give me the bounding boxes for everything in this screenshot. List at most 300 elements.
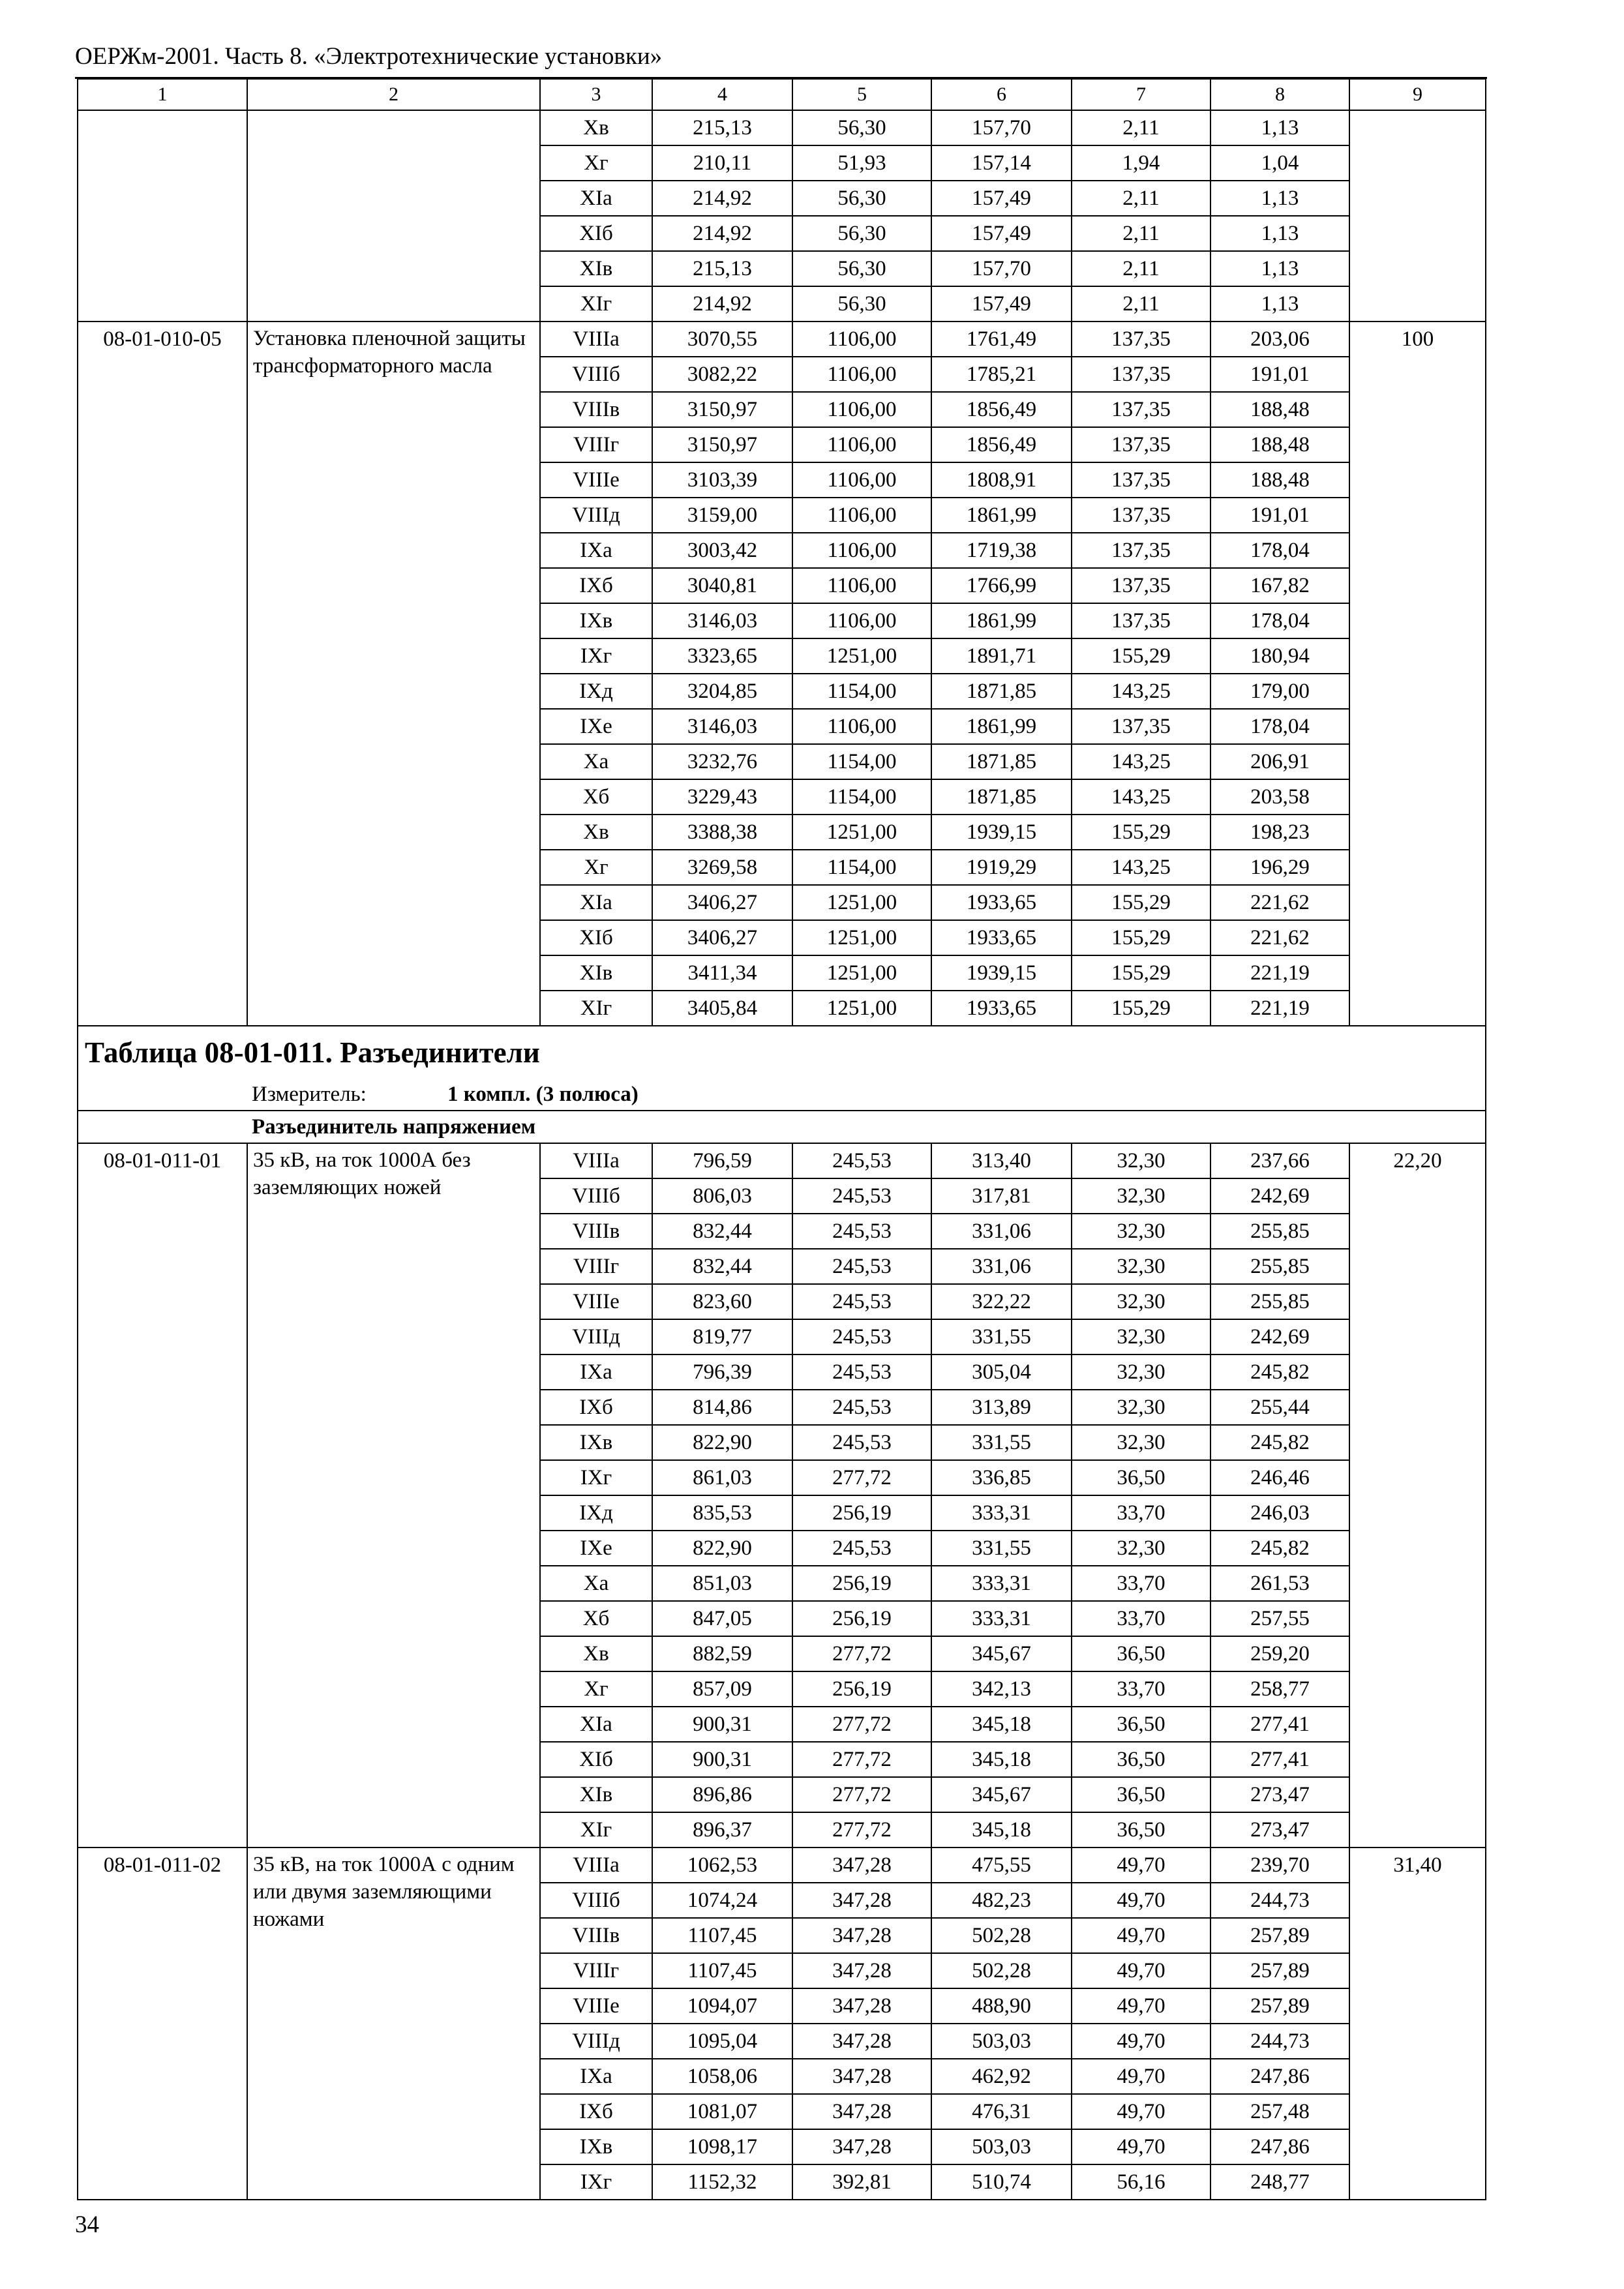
machine-cost: 1856,49	[931, 427, 1072, 462]
wage-cost: 245,53	[792, 1249, 931, 1284]
wage-cost: 1154,00	[792, 674, 931, 709]
material-cost: 245,82	[1210, 1425, 1349, 1460]
operator-wage: 36,50	[1072, 1742, 1210, 1777]
machine-cost: 1808,91	[931, 462, 1072, 498]
wage-cost: 347,28	[792, 1883, 931, 1918]
wage-cost: 277,72	[792, 1707, 931, 1742]
total-cost: 3040,81	[652, 568, 792, 603]
operator-wage: 33,70	[1072, 1495, 1210, 1531]
wage-cost: 245,53	[792, 1390, 931, 1425]
wage-cost: 392,81	[792, 2164, 931, 2200]
rate-code: 08-01-010-05	[78, 322, 247, 1026]
zone-code: VIIIе	[540, 1284, 652, 1319]
zone-code: VIIIе	[540, 462, 652, 498]
operator-wage: 137,35	[1072, 427, 1210, 462]
total-cost: 3269,58	[652, 850, 792, 885]
wage-cost: 1251,00	[792, 955, 931, 991]
operator-wage: 32,30	[1072, 1531, 1210, 1566]
zone-code: XIа	[540, 1707, 652, 1742]
material-cost: 178,04	[1210, 603, 1349, 638]
total-cost: 847,05	[652, 1601, 792, 1636]
wage-cost: 51,93	[792, 145, 931, 181]
total-cost: 1062,53	[652, 1848, 792, 1883]
machine-cost: 157,49	[931, 216, 1072, 251]
zone-code: IXе	[540, 709, 652, 744]
total-cost: 215,13	[652, 251, 792, 286]
material-cost: 188,48	[1210, 427, 1349, 462]
material-cost: 245,82	[1210, 1531, 1349, 1566]
material-cost: 188,48	[1210, 462, 1349, 498]
table-row	[78, 110, 1486, 145]
labor-norm	[1349, 110, 1486, 322]
material-cost: 245,82	[1210, 1354, 1349, 1390]
material-cost: 244,73	[1210, 1883, 1349, 1918]
total-cost: 814,86	[652, 1390, 792, 1425]
operator-wage: 137,35	[1072, 322, 1210, 357]
material-cost: 178,04	[1210, 709, 1349, 744]
machine-cost: 1933,65	[931, 885, 1072, 920]
total-cost: 3150,97	[652, 427, 792, 462]
zone-code: IXв	[540, 1425, 652, 1460]
zone-code: VIIIб	[540, 357, 652, 392]
zone-code: VIIIв	[540, 1214, 652, 1249]
material-cost: 257,89	[1210, 1988, 1349, 2024]
labor-norm: 22,20	[1349, 1143, 1486, 1848]
operator-wage: 32,30	[1072, 1284, 1210, 1319]
wage-cost: 1251,00	[792, 815, 931, 850]
wage-cost: 56,30	[792, 216, 931, 251]
machine-cost: 345,67	[931, 1636, 1072, 1671]
operator-wage: 32,30	[1072, 1214, 1210, 1249]
zone-code: Xг	[540, 1671, 652, 1707]
operator-wage: 2,11	[1072, 216, 1210, 251]
table-title-row	[78, 1026, 1486, 1079]
total-cost: 851,03	[652, 1566, 792, 1601]
material-cost: 203,06	[1210, 322, 1349, 357]
operator-wage: 155,29	[1072, 991, 1210, 1026]
column-number: 8	[1210, 79, 1349, 110]
operator-wage: 32,30	[1072, 1178, 1210, 1214]
total-cost: 210,11	[652, 145, 792, 181]
machine-cost: 1761,49	[931, 322, 1072, 357]
operator-wage: 137,35	[1072, 498, 1210, 533]
wage-cost: 1251,00	[792, 638, 931, 674]
total-cost: 1107,45	[652, 1953, 792, 1988]
material-cost: 255,85	[1210, 1284, 1349, 1319]
material-cost: 244,73	[1210, 2024, 1349, 2059]
zone-code: XIб	[540, 920, 652, 955]
zone-code: XIг	[540, 991, 652, 1026]
zone-code: IXе	[540, 1531, 652, 1566]
wage-cost: 1106,00	[792, 603, 931, 638]
machine-cost: 1919,29	[931, 850, 1072, 885]
material-cost: 1,13	[1210, 216, 1349, 251]
wage-cost: 277,72	[792, 1460, 931, 1495]
material-cost: 257,48	[1210, 2094, 1349, 2129]
operator-wage: 36,50	[1072, 1460, 1210, 1495]
material-cost: 273,47	[1210, 1777, 1349, 1812]
operator-wage: 32,30	[1072, 1319, 1210, 1354]
material-cost: 1,13	[1210, 110, 1349, 145]
total-cost: 1095,04	[652, 2024, 792, 2059]
machine-cost: 331,06	[931, 1214, 1072, 1249]
material-cost: 206,91	[1210, 744, 1349, 779]
table-row	[78, 1143, 1486, 1178]
material-cost: 257,55	[1210, 1601, 1349, 1636]
table-title: Таблица 08-01-011. Разъединители	[78, 1026, 1486, 1079]
operator-wage: 49,70	[1072, 2059, 1210, 2094]
wage-cost: 56,30	[792, 286, 931, 322]
total-cost: 3103,39	[652, 462, 792, 498]
meter-cell	[78, 1079, 1486, 1111]
total-cost: 882,59	[652, 1636, 792, 1671]
wage-cost: 1251,00	[792, 991, 931, 1026]
column-numbers-row	[78, 79, 1486, 110]
zone-code: VIIIг	[540, 1953, 652, 1988]
wage-cost: 245,53	[792, 1214, 931, 1249]
material-cost: 257,89	[1210, 1953, 1349, 1988]
material-cost: 255,44	[1210, 1390, 1349, 1425]
wage-cost: 245,53	[792, 1531, 931, 1566]
total-cost: 3070,55	[652, 322, 792, 357]
machine-cost: 1856,49	[931, 392, 1072, 427]
operator-wage: 1,94	[1072, 145, 1210, 181]
machine-cost: 313,40	[931, 1143, 1072, 1178]
total-cost: 900,31	[652, 1742, 792, 1777]
total-cost: 1081,07	[652, 2094, 792, 2129]
wage-cost: 256,19	[792, 1671, 931, 1707]
material-cost: 221,62	[1210, 920, 1349, 955]
operator-wage: 137,35	[1072, 357, 1210, 392]
material-cost: 1,13	[1210, 251, 1349, 286]
operator-wage: 137,35	[1072, 392, 1210, 427]
table-row	[78, 322, 1486, 357]
zone-code: IXа	[540, 2059, 652, 2094]
material-cost: 203,58	[1210, 779, 1349, 815]
column-number: 5	[792, 79, 931, 110]
machine-cost: 503,03	[931, 2129, 1072, 2164]
wage-cost: 347,28	[792, 2059, 931, 2094]
wage-cost: 1106,00	[792, 709, 931, 744]
operator-wage: 49,70	[1072, 2094, 1210, 2129]
wage-cost: 1106,00	[792, 533, 931, 568]
machine-cost: 331,55	[931, 1531, 1072, 1566]
operator-wage: 49,70	[1072, 2129, 1210, 2164]
total-cost: 822,90	[652, 1425, 792, 1460]
total-cost: 3159,00	[652, 498, 792, 533]
rate-description: 35 кВ, на ток 1000А без заземляющих ножей	[247, 1143, 540, 1848]
material-cost: 188,48	[1210, 392, 1349, 427]
operator-wage: 49,70	[1072, 1848, 1210, 1883]
material-cost: 259,20	[1210, 1636, 1349, 1671]
operator-wage: 56,16	[1072, 2164, 1210, 2200]
zone-code: Xв	[540, 110, 652, 145]
operator-wage: 49,70	[1072, 1883, 1210, 1918]
zone-code: XIв	[540, 955, 652, 991]
machine-cost: 1939,15	[931, 815, 1072, 850]
total-cost: 214,92	[652, 286, 792, 322]
wage-cost: 1106,00	[792, 427, 931, 462]
total-cost: 3146,03	[652, 709, 792, 744]
total-cost: 3204,85	[652, 674, 792, 709]
material-cost: 239,70	[1210, 1848, 1349, 1883]
total-cost: 835,53	[652, 1495, 792, 1531]
total-cost: 3229,43	[652, 779, 792, 815]
operator-wage: 36,50	[1072, 1777, 1210, 1812]
machine-cost: 1939,15	[931, 955, 1072, 991]
material-cost: 255,85	[1210, 1249, 1349, 1284]
material-cost: 247,86	[1210, 2059, 1349, 2094]
wage-cost: 1251,00	[792, 885, 931, 920]
machine-cost: 333,31	[931, 1566, 1072, 1601]
total-cost: 3146,03	[652, 603, 792, 638]
zone-code: VIIIе	[540, 1988, 652, 2024]
operator-wage: 143,25	[1072, 674, 1210, 709]
zone-code: XIв	[540, 251, 652, 286]
material-cost: 242,69	[1210, 1319, 1349, 1354]
machine-cost: 157,70	[931, 251, 1072, 286]
machine-cost: 462,92	[931, 2059, 1072, 2094]
machine-cost: 1871,85	[931, 674, 1072, 709]
zone-code: XIа	[540, 885, 652, 920]
wage-cost: 1106,00	[792, 322, 931, 357]
machine-cost: 1871,85	[931, 744, 1072, 779]
material-cost: 277,41	[1210, 1742, 1349, 1777]
machine-cost: 1861,99	[931, 603, 1072, 638]
page-number: 34	[75, 2211, 99, 2238]
zone-code: IXа	[540, 533, 652, 568]
machine-cost: 488,90	[931, 1988, 1072, 2024]
material-cost: 221,62	[1210, 885, 1349, 920]
operator-wage: 155,29	[1072, 638, 1210, 674]
operator-wage: 143,25	[1072, 850, 1210, 885]
material-cost: 277,41	[1210, 1707, 1349, 1742]
machine-cost: 502,28	[931, 1953, 1072, 1988]
zone-code: Xб	[540, 779, 652, 815]
column-number: 1	[78, 79, 247, 110]
machine-cost: 331,55	[931, 1319, 1072, 1354]
wage-cost: 277,72	[792, 1812, 931, 1848]
machine-cost: 345,18	[931, 1707, 1072, 1742]
zone-code: VIIIд	[540, 1319, 652, 1354]
machine-cost: 342,13	[931, 1671, 1072, 1707]
total-cost: 861,03	[652, 1460, 792, 1495]
machine-cost: 1933,65	[931, 991, 1072, 1026]
zone-code: VIIIв	[540, 392, 652, 427]
total-cost: 796,39	[652, 1354, 792, 1390]
material-cost: 261,53	[1210, 1566, 1349, 1601]
meter-row	[78, 1079, 1486, 1111]
machine-cost: 157,14	[931, 145, 1072, 181]
material-cost: 246,03	[1210, 1495, 1349, 1531]
total-cost: 822,90	[652, 1531, 792, 1566]
zone-code: XIб	[540, 216, 652, 251]
zone-code: IXд	[540, 1495, 652, 1531]
total-cost: 3406,27	[652, 920, 792, 955]
operator-wage: 137,35	[1072, 568, 1210, 603]
wage-cost: 1251,00	[792, 920, 931, 955]
machine-cost: 1871,85	[931, 779, 1072, 815]
machine-cost: 502,28	[931, 1918, 1072, 1953]
material-cost: 257,89	[1210, 1918, 1349, 1953]
wage-cost: 1106,00	[792, 462, 931, 498]
total-cost: 3411,34	[652, 955, 792, 991]
total-cost: 3232,76	[652, 744, 792, 779]
operator-wage: 2,11	[1072, 181, 1210, 216]
material-cost: 221,19	[1210, 991, 1349, 1026]
operator-wage: 33,70	[1072, 1566, 1210, 1601]
total-cost: 1152,32	[652, 2164, 792, 2200]
operator-wage: 49,70	[1072, 1918, 1210, 1953]
operator-wage: 143,25	[1072, 744, 1210, 779]
zone-code: XIг	[540, 1812, 652, 1848]
zone-code: VIIIа	[540, 1848, 652, 1883]
wage-cost: 245,53	[792, 1143, 931, 1178]
operator-wage: 155,29	[1072, 920, 1210, 955]
column-number: 2	[247, 79, 540, 110]
machine-cost: 333,31	[931, 1601, 1072, 1636]
zone-code: VIIIд	[540, 2024, 652, 2059]
subheading-row	[78, 1111, 1486, 1143]
total-cost: 896,37	[652, 1812, 792, 1848]
total-cost: 832,44	[652, 1214, 792, 1249]
column-number: 9	[1349, 79, 1486, 110]
operator-wage: 137,35	[1072, 709, 1210, 744]
wage-cost: 56,30	[792, 181, 931, 216]
operator-wage: 137,35	[1072, 603, 1210, 638]
material-cost: 198,23	[1210, 815, 1349, 850]
zone-code: VIIIд	[540, 498, 652, 533]
machine-cost: 305,04	[931, 1354, 1072, 1390]
total-cost: 214,92	[652, 181, 792, 216]
wage-cost: 256,19	[792, 1495, 931, 1531]
zone-code: Xа	[540, 1566, 652, 1601]
machine-cost: 313,89	[931, 1390, 1072, 1425]
total-cost: 3150,97	[652, 392, 792, 427]
wage-cost: 56,30	[792, 251, 931, 286]
total-cost: 1058,06	[652, 2059, 792, 2094]
wage-cost: 256,19	[792, 1566, 931, 1601]
material-cost: 167,82	[1210, 568, 1349, 603]
rate-description: 35 кВ, на ток 1000А с одним или двумя заземляющими ножами	[247, 1848, 540, 2200]
wage-cost: 56,30	[792, 110, 931, 145]
zone-code: IXд	[540, 674, 652, 709]
material-cost: 180,94	[1210, 638, 1349, 674]
machine-cost: 1891,71	[931, 638, 1072, 674]
material-cost: 1,04	[1210, 145, 1349, 181]
zone-code: XIв	[540, 1777, 652, 1812]
total-cost: 1107,45	[652, 1918, 792, 1953]
zone-code: XIа	[540, 181, 652, 216]
material-cost: 273,47	[1210, 1812, 1349, 1848]
labor-norm: 31,40	[1349, 1848, 1486, 2200]
material-cost: 191,01	[1210, 498, 1349, 533]
total-cost: 3405,84	[652, 991, 792, 1026]
machine-cost: 331,06	[931, 1249, 1072, 1284]
wage-cost: 256,19	[792, 1601, 931, 1636]
material-cost: 221,19	[1210, 955, 1349, 991]
operator-wage: 32,30	[1072, 1425, 1210, 1460]
rate-code	[78, 110, 247, 322]
zone-code: IXб	[540, 1390, 652, 1425]
wage-cost: 347,28	[792, 1953, 931, 1988]
machine-cost: 475,55	[931, 1848, 1072, 1883]
zone-code: IXб	[540, 2094, 652, 2129]
operator-wage: 36,50	[1072, 1707, 1210, 1742]
operator-wage: 137,35	[1072, 533, 1210, 568]
material-cost: 258,77	[1210, 1671, 1349, 1707]
subheading: Разъединитель напряжением	[78, 1111, 1486, 1143]
material-cost: 247,86	[1210, 2129, 1349, 2164]
operator-wage: 137,35	[1072, 462, 1210, 498]
zone-code: Xг	[540, 850, 652, 885]
wage-cost: 347,28	[792, 2094, 931, 2129]
wage-cost: 277,72	[792, 1777, 931, 1812]
material-cost: 191,01	[1210, 357, 1349, 392]
wage-cost: 1154,00	[792, 744, 931, 779]
machine-cost: 482,23	[931, 1883, 1072, 1918]
page-header: ОЕРЖм-2001. Часть 8. «Электротехнические установки»	[75, 40, 1487, 79]
table-row	[78, 1848, 1486, 1883]
total-cost: 3388,38	[652, 815, 792, 850]
machine-cost: 1861,99	[931, 498, 1072, 533]
machine-cost: 1933,65	[931, 920, 1072, 955]
zone-code: IXг	[540, 2164, 652, 2200]
wage-cost: 1106,00	[792, 568, 931, 603]
machine-cost: 345,18	[931, 1812, 1072, 1848]
machine-cost: 1719,38	[931, 533, 1072, 568]
machine-cost: 336,85	[931, 1460, 1072, 1495]
operator-wage: 33,70	[1072, 1671, 1210, 1707]
column-number: 7	[1072, 79, 1210, 110]
total-cost: 819,77	[652, 1319, 792, 1354]
wage-cost: 245,53	[792, 1284, 931, 1319]
wage-cost: 245,53	[792, 1319, 931, 1354]
price-table	[77, 78, 1486, 2200]
material-cost: 178,04	[1210, 533, 1349, 568]
operator-wage: 32,30	[1072, 1390, 1210, 1425]
operator-wage: 155,29	[1072, 955, 1210, 991]
wage-cost: 347,28	[792, 1988, 931, 2024]
wage-cost: 245,53	[792, 1354, 931, 1390]
operator-wage: 32,30	[1072, 1354, 1210, 1390]
total-cost: 832,44	[652, 1249, 792, 1284]
wage-cost: 245,53	[792, 1425, 931, 1460]
zone-code: VIIIг	[540, 1249, 652, 1284]
machine-cost: 345,18	[931, 1742, 1072, 1777]
zone-code: IXб	[540, 568, 652, 603]
material-cost: 237,66	[1210, 1143, 1349, 1178]
material-cost: 248,77	[1210, 2164, 1349, 2200]
zone-code: XIб	[540, 1742, 652, 1777]
machine-cost: 1766,99	[931, 568, 1072, 603]
zone-code: Xб	[540, 1601, 652, 1636]
operator-wage: 32,30	[1072, 1143, 1210, 1178]
wage-cost: 347,28	[792, 1848, 931, 1883]
machine-cost: 157,49	[931, 181, 1072, 216]
machine-cost: 157,49	[931, 286, 1072, 322]
wage-cost: 347,28	[792, 2129, 931, 2164]
material-cost: 179,00	[1210, 674, 1349, 709]
total-cost: 3003,42	[652, 533, 792, 568]
machine-cost: 1785,21	[931, 357, 1072, 392]
machine-cost: 345,67	[931, 1777, 1072, 1812]
table-body	[78, 79, 1486, 2200]
rate-code: 08-01-011-01	[78, 1143, 247, 1848]
total-cost: 1098,17	[652, 2129, 792, 2164]
rate-description: Установка пленочной защиты трансформаторного масла	[247, 322, 540, 1026]
zone-code: VIIIг	[540, 427, 652, 462]
